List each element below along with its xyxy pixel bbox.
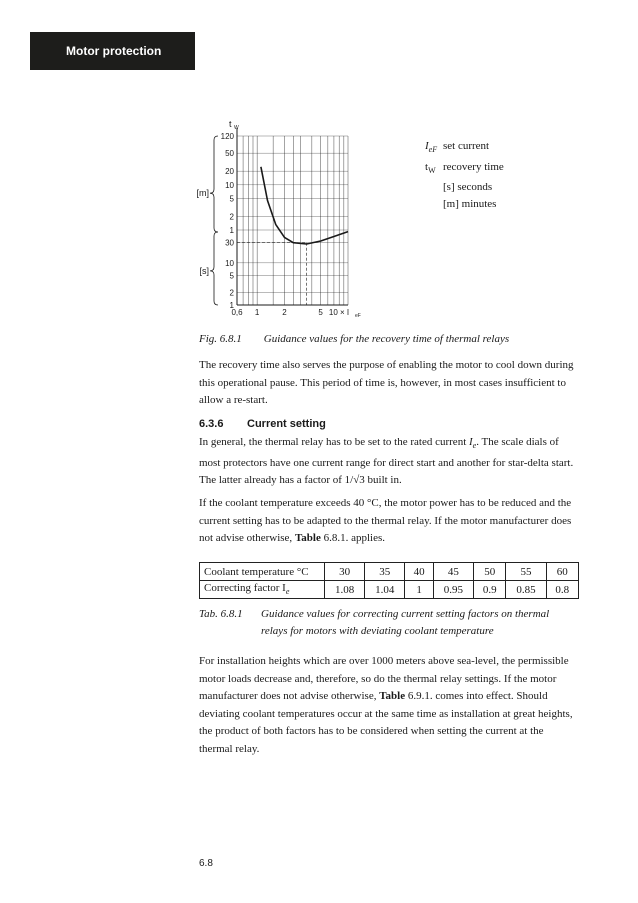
table-row-label: [200, 581, 325, 599]
chart-legend: [425, 138, 504, 212]
legend-text: [s] seconds: [443, 181, 493, 194]
seconds-brace: [210, 232, 218, 305]
table-cell: 30: [325, 563, 365, 581]
table-row: [200, 563, 579, 581]
figure-caption-text: Guidance values for the recovery time of thermal relays: [263, 333, 510, 345]
chart-svg: [190, 112, 370, 326]
legend-text: set current: [443, 140, 490, 152]
page-number: 6.8: [199, 858, 213, 869]
table-caption: [199, 606, 589, 640]
recovery-curve: [261, 167, 348, 244]
y-tick-label: 1: [229, 301, 234, 310]
table-cell: 60: [546, 563, 578, 581]
legend-row: [425, 159, 504, 180]
para-text: . The scale dials of most protectors have one current range for direct start and another for star-delta start. The latter already has a factor of 1/√3 built in.: [199, 436, 574, 487]
table-cell: 0.85: [506, 581, 546, 599]
section-header-title: Motor protection: [66, 44, 162, 58]
y-axis-label: t: [229, 119, 232, 129]
row-label-sub: e: [285, 587, 290, 597]
para-symbol: I: [469, 436, 473, 448]
y-tick-label: 5: [229, 194, 234, 204]
table-cell: 45: [433, 563, 473, 581]
section-title: Current setting: [247, 418, 326, 430]
legend-row: [425, 179, 504, 196]
y-tick-label: 20: [225, 167, 234, 177]
section-number: 6.3.6: [199, 418, 224, 430]
legend-row: [425, 138, 504, 159]
table-cell: 1.04: [365, 581, 405, 599]
paragraph-recovery: The recovery time also serves the purpose of enabling the motor to cool down during this operational pause. This period of time is, however, in most cases insufficient to allow a re-start.: [199, 359, 574, 407]
y-axis-label-sub: W: [234, 125, 239, 131]
legend-text: [m] minutes: [443, 197, 497, 210]
para-text: In general, the thermal relay has to be set to the rated current: [199, 436, 469, 448]
y-tick-label: 10: [225, 258, 234, 268]
row-label-text: Correcting factor I: [204, 582, 286, 595]
minutes-brace: [210, 136, 218, 232]
y-tick-label: 50: [225, 149, 234, 159]
para-text: For installation heights which are over 1000 meters above sea-level, the permissible motor loads decrease and, therefore, so do the thermal relay settings. If the motor manufacturer does not advise otherwise,: [199, 655, 569, 703]
table-reference: Table: [294, 532, 321, 545]
x-tick-label: 0,6: [231, 308, 243, 317]
table-caption-number: Tab. 6.8.1: [199, 608, 243, 620]
y-tick-label: 1: [229, 226, 234, 235]
figure-caption-number: Fig. 6.8.1: [199, 333, 242, 345]
x-tick-label: 5: [318, 308, 323, 317]
table-reference: Table: [379, 690, 406, 703]
legend-symbol-sub: W: [428, 165, 436, 175]
para-text: 6.9.1. comes into effect. Should deviating coolant temperatures occur at the same time as installation at great heights, the product of both factors has to be considered when setting the current at the thermal relay.: [199, 690, 573, 755]
table-row: [200, 581, 579, 599]
table-cell: 50: [474, 563, 506, 581]
x-axis-label-sub: eF: [355, 313, 361, 319]
y-tick-label: 2: [229, 212, 234, 222]
table-cell: 40: [405, 563, 433, 581]
table-cell: 0.9: [474, 581, 506, 599]
table-cell: 0.95: [433, 581, 473, 599]
y-tick-label: 120: [220, 132, 234, 141]
para-text: 6.8.1. applies.: [320, 532, 385, 545]
range-label-minutes: [m]: [196, 188, 209, 199]
section-heading: [199, 418, 326, 430]
range-label-seconds: [s]: [199, 265, 209, 276]
x-axis-label: 10 × I: [328, 308, 350, 317]
table-cell: 1.08: [325, 581, 365, 599]
y-tick-label: 2: [229, 288, 234, 298]
table-cell: 55: [506, 563, 546, 581]
x-tick-label: 2: [282, 308, 287, 317]
y-tick-label: 10: [225, 180, 234, 190]
table-row-label: Coolant temperature °C: [200, 563, 325, 581]
legend-symbol-sub: eF: [428, 145, 438, 155]
legend-row: [425, 196, 504, 213]
legend-symbol: I: [425, 140, 429, 152]
legend-text: recovery time: [443, 160, 504, 173]
legend-symbol: t: [425, 160, 429, 173]
recovery-time-chart: [190, 112, 370, 326]
figure-caption: [199, 333, 509, 345]
table-caption-text: Guidance values for correcting current setting factors on thermal relays for motors with deviating coolant temperature: [261, 608, 550, 637]
y-tick-label: 5: [229, 271, 234, 281]
paragraph-current-setting: [199, 434, 579, 490]
section-header-tab: [30, 32, 195, 70]
paragraph-installation-height: [199, 653, 579, 759]
x-tick-label: 1: [254, 308, 260, 317]
correcting-factor-table: [199, 562, 579, 599]
y-tick-label: 30: [225, 238, 234, 248]
para-text: If the coolant temperature exceeds 40 °C, the motor power has to be reduced and the current setting has to be adapted to the thermal relay. If the motor manufacturer does not advise otherwise,: [199, 497, 572, 545]
table-cell: 35: [365, 563, 405, 581]
table-cell: 0.8: [546, 581, 578, 599]
para-symbol-sub: e: [472, 441, 477, 451]
table-cell: 1: [405, 581, 433, 599]
paragraph-coolant: [199, 495, 579, 548]
